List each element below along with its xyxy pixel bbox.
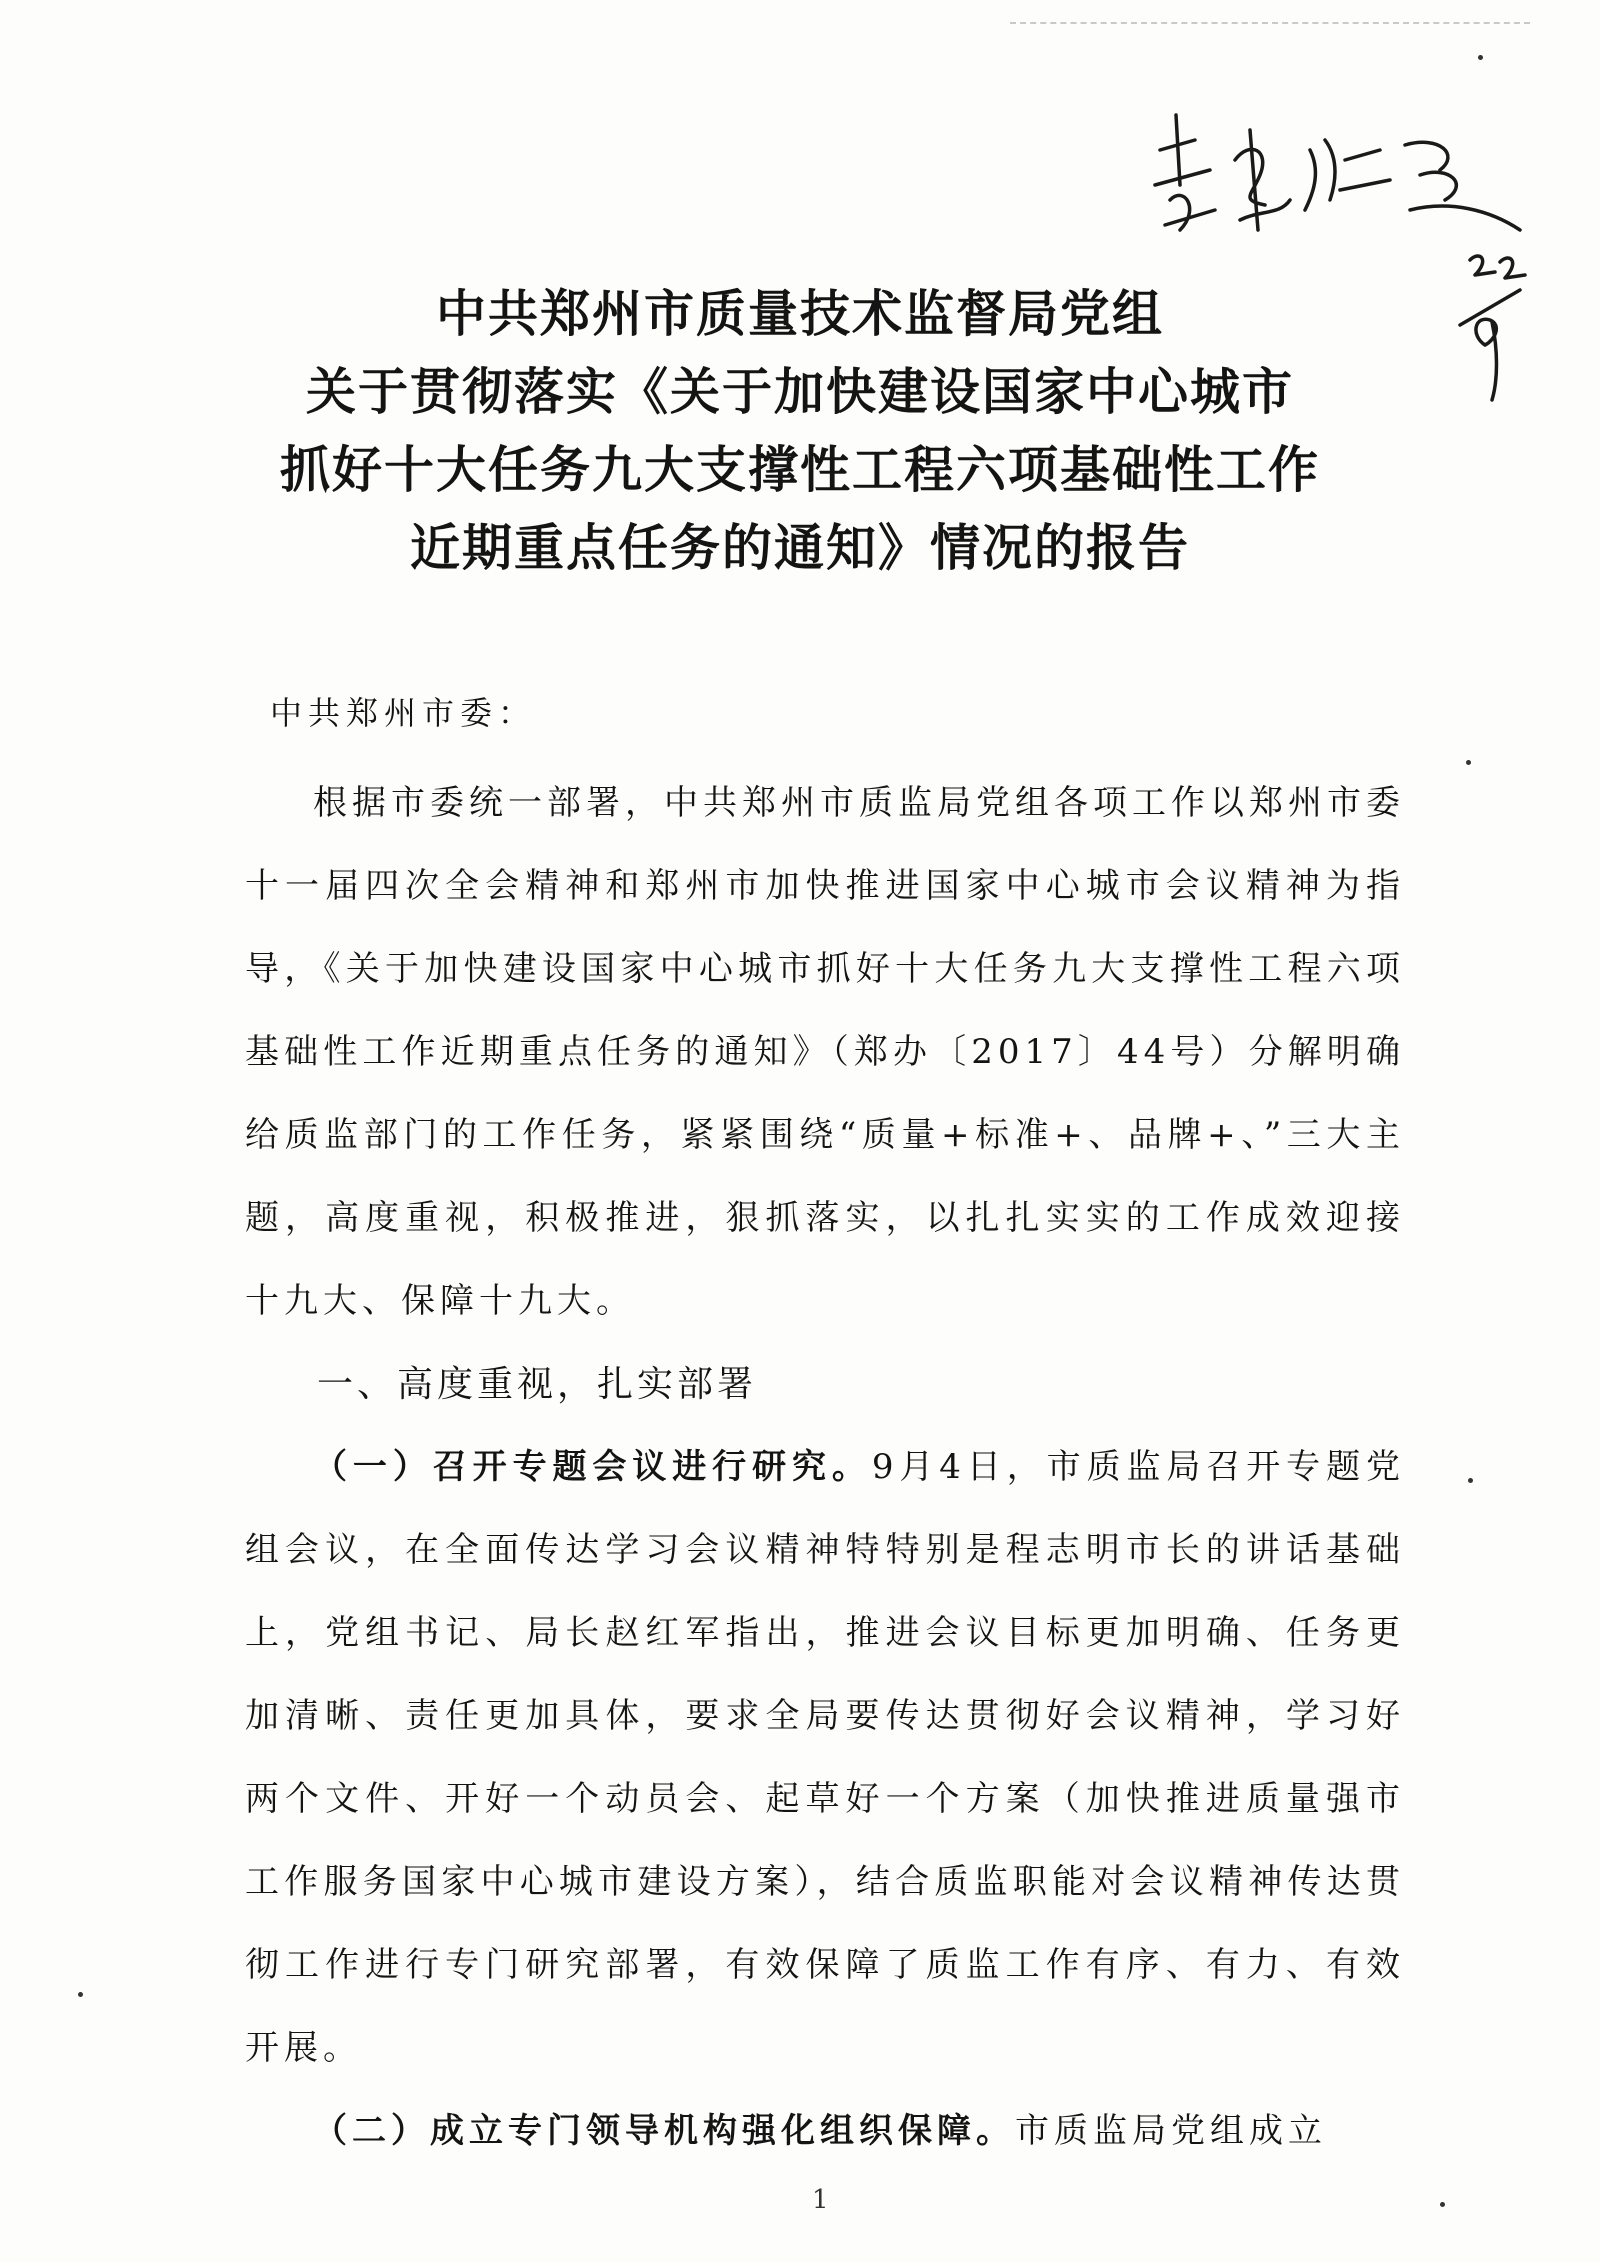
- document-title: [0, 275, 1600, 587]
- title-line-3: 抓好十大任务九大支撑性工程六项基础性工作: [280, 441, 1320, 499]
- scan-speck: [1468, 1478, 1473, 1483]
- document-body: [245, 762, 1405, 2173]
- scan-edge-line: [1010, 22, 1530, 24]
- item-2-lead: （二）成立专门领导机构强化组织保障。: [313, 2111, 1015, 2151]
- item-1-paragraph: [245, 1426, 1405, 2090]
- scan-speck: [1466, 760, 1471, 765]
- title-line-1: 中共郑州市质量技术监督局党组: [436, 285, 1164, 343]
- scan-speck: [1478, 55, 1483, 60]
- item-2-text: 市质监局党组成立: [1015, 2111, 1327, 2151]
- scan-speck: [78, 1992, 83, 1997]
- item-1-text: 9月4日，市质监局召开专题党组会议，在全面传达学习会议精神特特别是程志明市长的讲话基础上，党组书记、局长赵红军指出，推进会议目标更加明确、任务更加清晰、责任更加具体，要求全局要传达贯彻好会议精神，学习好两个文件、开好一个动员会、起草好一个方案（加快推进质量强市工作服务国家中心城市建设方案），结合质监职能对会议精神传达贯彻工作进行专门研究部署，有效保障了质监工作有序、有力、有效开展。: [245, 1447, 1406, 2068]
- item-1-lead: （一）召开专题会议进行研究。: [313, 1447, 872, 1487]
- scan-speck: [1440, 2202, 1445, 2207]
- title-line-4: 近期重点任务的通知》情况的报告: [410, 519, 1190, 577]
- item-2-paragraph: [245, 2090, 1405, 2173]
- section-heading: 一、高度重视，扎实部署: [317, 1364, 758, 1405]
- title-line-2: 关于贯彻落实《关于加快建设国家中心城市: [306, 363, 1294, 421]
- page-number: 1: [812, 2185, 829, 2215]
- salutation: 中共郑州市委：: [270, 694, 537, 732]
- intro-paragraph: 根据市委统一部署，中共郑州市质监局党组各项工作以郑州市委十一届四次全会精神和郑州市加快推进国家中心城市会议精神为指导，《关于加快建设国家中心城市抓好十大任务九大支撑性工程六项基础性工作近期重点任务的通知》（郑办〔2017〕44号）分解明确给质监部门的工作任务，紧紧围绕“质量+标准+、品牌+、”三大主题，高度重视，积极推进，狠抓落实，以扎扎实实的工作成效迎接十九大、保障十九大。: [245, 783, 1405, 1321]
